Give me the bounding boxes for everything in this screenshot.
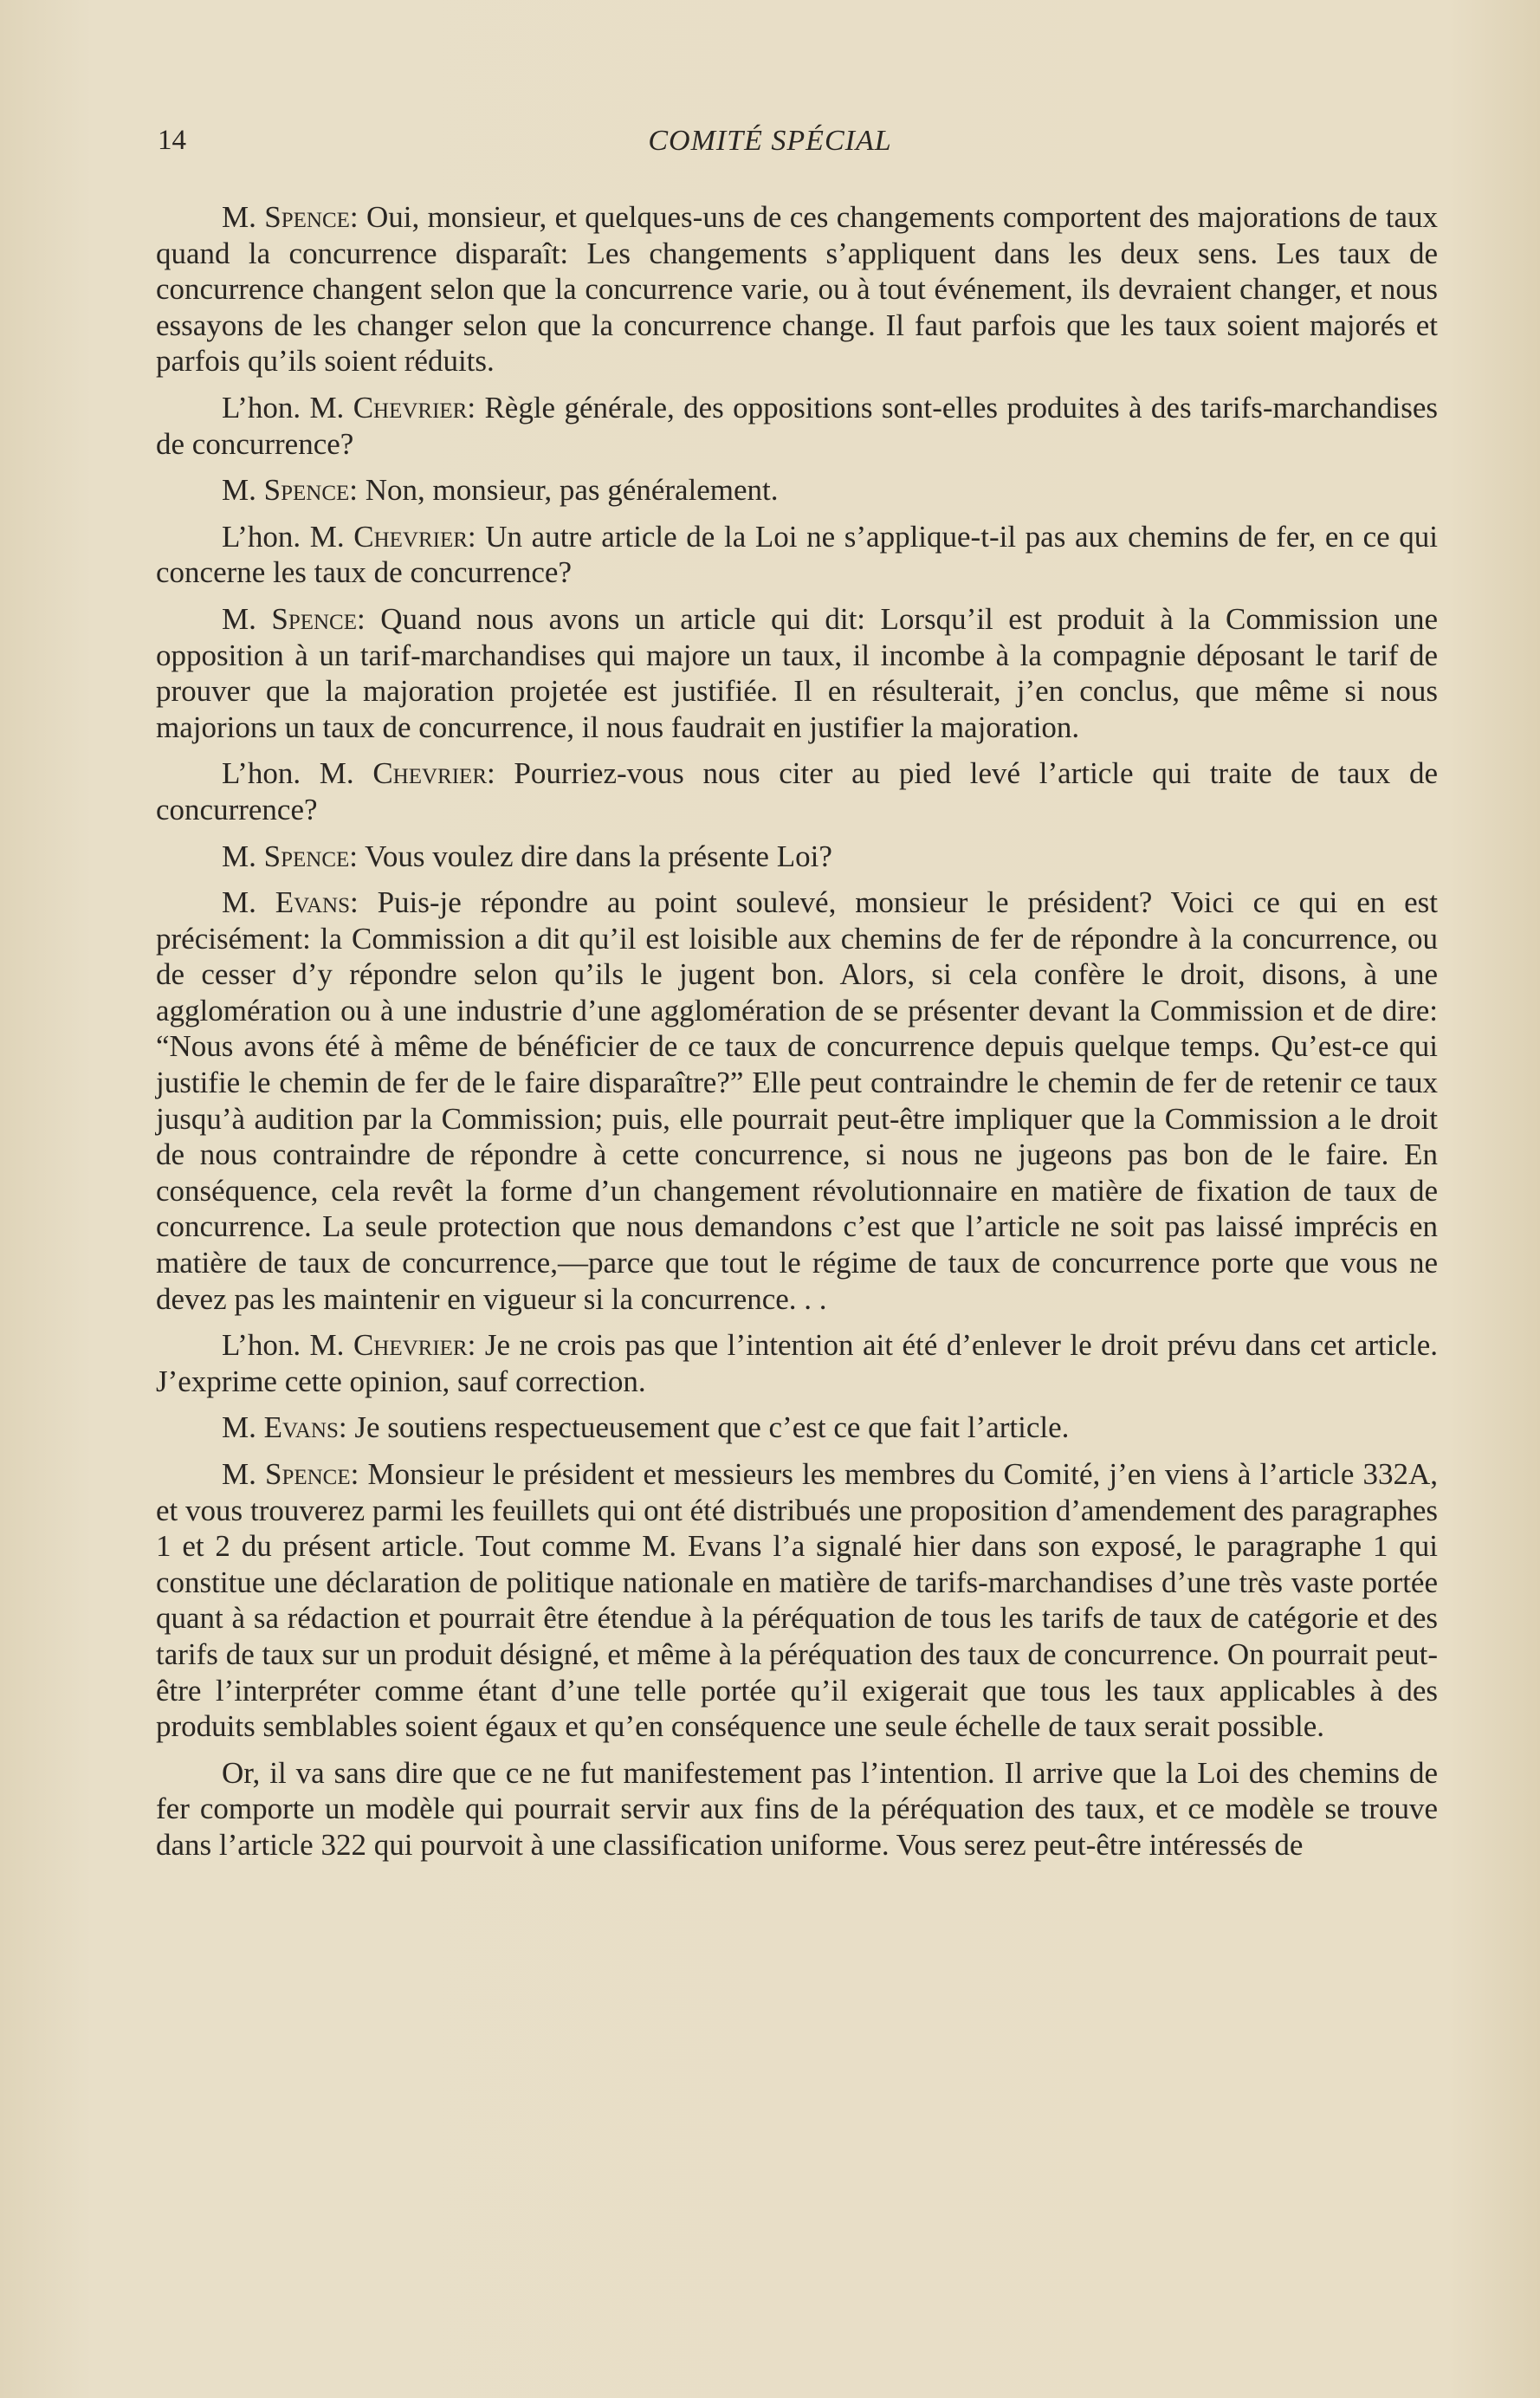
speaker-name: Spence (263, 473, 350, 508)
speaker-prefix: M. (222, 1410, 264, 1445)
paragraph-text: : Monsieur le président et messieurs les membres du Comité, j’en viens à l’article 332A, et vous trouverez parmi les feuillets qui ont été distribués une proposition d’amendement des paragraphes 1 et 2 du présent article. Tout comme M. Evans l’a signalé hier dans son exposé, le paragraphe 1 qui constitue une déclaration de politique nationale en matière de tarifs-marchandises d’une très vaste portée quant à sa rédaction et pourrait être étendue à la péréquation de tous les tarifs de taux de catégorie et des tarifs de taux sur un produit désigné, et même à la péréquation des taux de concurrence. On pourrait peut-être l’interpréter comme étant d’une telle portée qu’il exigerait que tous les taux applicables à des produits semblables soient égaux et qu’en conséquence une seule échelle de taux serait possible. (156, 1457, 1438, 1744)
speaker-prefix: M. (222, 473, 264, 508)
body-text (156, 199, 1438, 1874)
paragraph (156, 601, 1438, 745)
paragraph-text: : Oui, monsieur, et quelques-uns de ces changements comportent des majorations de taux quand la concurrence disparaît: Les changements s’appliquent dans les deux sens. Les taux de concurrence changent selon que la concurrence varie, ou à tout événement, ils devraient changer, et nous essayons de les changer selon que la concurrence change. Il faut parfois que les taux soient majorés et parfois qu’ils soient réduits. (156, 200, 1438, 379)
speaker-prefix: M. (222, 601, 272, 636)
paragraph-text: : Pourriez-vous nous citer au pied levé l’article qui traite de taux de concurrence? (156, 756, 1438, 826)
paragraph (156, 885, 1438, 1317)
paragraph (156, 755, 1438, 827)
speaker-prefix: L’hon. M. (222, 519, 354, 554)
speaker-prefix: L’hon. M. (222, 1328, 353, 1363)
speaker-prefix: L’hon. M. (222, 390, 353, 425)
speaker-name: Evans (275, 885, 350, 920)
speaker-name: Evans (263, 1410, 339, 1445)
paragraph-text: : Puis-je répondre au point soulevé, monsieur le président? Voici ce qui en est précisément: la Commission a dit qu’il est loisible aux chemins de fer de répondre à la concurrence, ou de cesser d’y répondre selon qu’ils le jugent bon. Alors, si cela confère le droit, disons, à une agglomération ou à une industrie d’une agglomération de se présenter devant la Commission et de dire: “Nous avons été à même de bénéficier de ce taux de concurrence depuis quelque temps. Qu’est-ce qui justifie le chemin de fer de le faire disparaître?” Elle peut contraindre le chemin de fer de retenir ce taux jusqu’à audition par la Commission; puis, elle pourrait peut-être impliquer que la Commission a le droit de nous contraindre de répondre à cette concurrence, si nous ne jugeons pas bon de le faire. En conséquence, cela revêt la forme d’un changement révolutionnaire en matière de fixation de taux de concurrence. La seule protection que nous demandons c’est que l’article ne soit pas laissé imprécis en matière de taux de concurrence,—parce que tout le régime de taux de concurrence porte que vous ne devez pas les maintenir en vigueur si la concurrence. . . (156, 885, 1438, 1316)
paragraph (156, 519, 1438, 591)
speaker-name: Spence (271, 601, 357, 636)
paragraph-text: : Vous voulez dire dans la présente Loi? (349, 839, 832, 873)
paragraph (156, 199, 1438, 379)
paragraph-text: Or, il va sans dire que ce ne fut manifestement pas l’intention. Il arrive que la Loi des chemins de fer comporte un modèle qui pourrait servir aux fins de la péréquation des taux, et ce modèle se trouve dans l’article 322 qui pourvoit à une classification uniforme. Vous serez peut-être intéressés de (156, 1755, 1438, 1862)
speaker-prefix: M. (222, 885, 275, 920)
speaker-prefix: M. (222, 839, 264, 873)
paragraph-text: : Je ne crois pas que l’intention ait été d’enlever le droit prévu dans cet article. J’exprime cette opinion, sauf correction. (156, 1328, 1439, 1398)
paragraph (156, 1410, 1438, 1446)
paragraph-text: : Quand nous avons un article qui dit: Lorsqu’il est produit à la Commission une opposition à un tarif-marchandises qui majore un taux, il incombe à la compagnie déposant le tarif de prouver que la majoration projetée est justifiée. Il en résulterait, j’en conclus, que même si nous majorions un taux de concurrence, il nous faudrait en justifier la majoration. (156, 601, 1438, 744)
paragraph (156, 390, 1438, 462)
speaker-name: Spence (263, 839, 350, 873)
speaker-prefix: L’hon. M. (222, 756, 373, 791)
paragraph (156, 1456, 1438, 1745)
paragraph-text: : Non, monsieur, pas généralement. (349, 473, 779, 508)
speaker-name: Chevrier (353, 519, 468, 554)
speaker-prefix: M. (222, 200, 265, 234)
paragraph (156, 472, 1438, 509)
paragraph-text: : Un autre article de la Loi ne s’applique-t-il pas aux chemins de fer, en ce qui concerne les taux de concurrence? (156, 519, 1438, 590)
paragraph (156, 1755, 1438, 1863)
speaker-name: Spence (264, 1457, 351, 1491)
speaker-name: Chevrier (353, 1328, 468, 1363)
paragraph-text: : Règle générale, des oppositions sont-elles produites à des tarifs-marchandises de concurrence? (156, 390, 1438, 461)
running-head: COMITÉ SPÉCIAL (648, 125, 892, 157)
paragraph (156, 839, 1438, 875)
speaker-name: Spence (264, 200, 350, 234)
paragraph-text: : Je soutiens respectueusement que c’est ce que fait l’article. (338, 1410, 1070, 1445)
page-number: 14 (158, 125, 186, 156)
speaker-prefix: M. (222, 1457, 265, 1491)
speaker-name: Chevrier (353, 390, 468, 425)
speaker-name: Chevrier (372, 756, 487, 791)
paragraph (156, 1327, 1438, 1399)
